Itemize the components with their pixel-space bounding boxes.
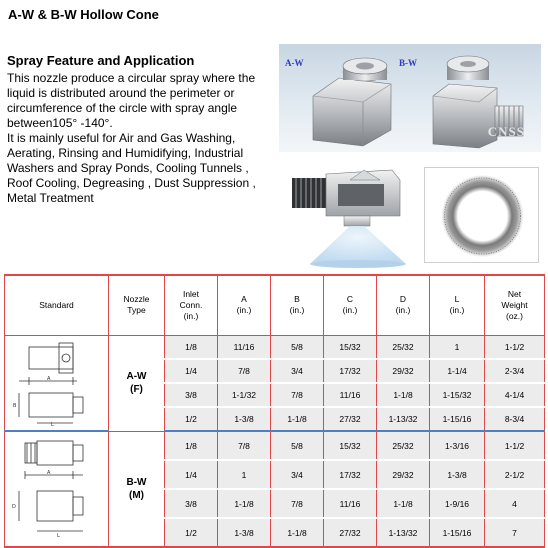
cell-weight: 1-1/2	[485, 431, 545, 460]
section-title: Spray Feature and Application	[7, 53, 195, 68]
header-inlet-conn	[165, 275, 218, 335]
cell-b: 7/8	[271, 383, 324, 407]
cell-d: 29/32	[377, 359, 430, 383]
cell-inlet: 1/2	[165, 407, 218, 431]
header-l	[430, 275, 485, 335]
header-text: A (in.)	[236, 294, 252, 316]
cell-inlet: 1/4	[165, 359, 218, 383]
description-paragraph: It is mainly useful for Air and Gas Washing, Aerating, Rinsing and Humidifying, Industrial Washers and Spray Ponds, Cooling Tunnels , Roof Cooling, Degreasing , Dust Suppression , Metal Treatment	[7, 131, 256, 205]
cell-d: 1-1/8	[377, 383, 430, 407]
cell-l: 1-15/32	[430, 383, 485, 407]
table-row	[5, 335, 545, 359]
bw-drawing	[7, 433, 107, 543]
cell-b: 3/4	[271, 359, 324, 383]
nozzle-product-photo	[279, 44, 541, 152]
header-nozzle-type	[109, 275, 165, 335]
cell-c: 17/32	[324, 359, 377, 383]
table-row	[5, 431, 545, 460]
photo-label-aw: A-W	[285, 58, 304, 68]
cell-b: 7/8	[271, 489, 324, 518]
svg-text:L: L	[50, 421, 54, 427]
cell-a: 1	[218, 460, 271, 489]
specification-table	[4, 274, 545, 548]
aw-dimension-diagram	[5, 335, 109, 431]
header-text: B (in.)	[289, 294, 305, 316]
cell-l: 1-1/4	[430, 359, 485, 383]
cell-b: 5/8	[271, 335, 324, 359]
cell-c: 15/32	[324, 335, 377, 359]
header-text: Nozzle Type	[123, 294, 150, 316]
cell-a: 1-3/8	[218, 518, 271, 547]
svg-text:B: B	[12, 402, 16, 409]
type-aw	[109, 335, 165, 431]
cell-l: 1-15/16	[430, 518, 485, 547]
cell-b: 1-1/8	[271, 518, 324, 547]
description-paragraph: This nozzle produce a circular spray where the liquid is distributed around the perimeter or circumference of the circle with spray angle between105° -140°.	[7, 71, 256, 130]
cell-weight: 1-1/2	[485, 335, 545, 359]
cell-inlet: 3/8	[165, 489, 218, 518]
spray-pattern-image	[424, 167, 539, 263]
cell-weight: 4	[485, 489, 545, 518]
cell-weight: 4-1/4	[485, 383, 545, 407]
cell-weight: 2-3/4	[485, 359, 545, 383]
hollow-cone-ring	[425, 168, 539, 263]
table-header-row	[5, 275, 545, 335]
cell-b: 5/8	[271, 431, 324, 460]
cell-inlet: 1/2	[165, 518, 218, 547]
cell-inlet: 1/4	[165, 460, 218, 489]
header-standard	[5, 275, 109, 335]
cell-a: 7/8	[218, 359, 271, 383]
header-text: Net Weight (oz.)	[501, 288, 528, 321]
cell-l: 1-3/16	[430, 431, 485, 460]
cell-d: 25/32	[377, 431, 430, 460]
cell-c: 11/16	[324, 383, 377, 407]
svg-text:L: L	[56, 533, 60, 539]
svg-text:A: A	[46, 375, 50, 382]
cell-a: 1-1/32	[218, 383, 271, 407]
page-title: A-W & B-W Hollow Cone	[8, 7, 159, 22]
header-text: L (in.)	[449, 294, 465, 316]
bw-dimension-diagram	[5, 431, 109, 547]
svg-text:D: D	[11, 504, 16, 510]
cell-weight: 8-3/4	[485, 407, 545, 431]
cell-inlet: 1/8	[165, 335, 218, 359]
photo-label-bw: B-W	[399, 58, 417, 68]
nozzle-cutaway-illustration	[288, 160, 413, 268]
aw-drawing	[7, 337, 107, 427]
header-text: D (in.)	[395, 294, 411, 316]
cell-inlet: 3/8	[165, 383, 218, 407]
header-net-weight	[485, 275, 545, 335]
cell-d: 1-13/32	[377, 518, 430, 547]
description	[7, 71, 275, 206]
cutaway-drawing	[288, 160, 413, 268]
cell-l: 1-15/16	[430, 407, 485, 431]
cell-c: 27/32	[324, 518, 377, 547]
cell-l: 1	[430, 335, 485, 359]
cell-a: 1-1/8	[218, 489, 271, 518]
cell-c: 27/32	[324, 407, 377, 431]
cell-d: 29/32	[377, 460, 430, 489]
cell-c: 11/16	[324, 489, 377, 518]
type-label: A-W (F)	[126, 371, 147, 395]
header-d	[377, 275, 430, 335]
cell-weight: 7	[485, 518, 545, 547]
header-text: Standard	[39, 299, 74, 310]
cell-l: 1-3/8	[430, 460, 485, 489]
type-bw	[109, 431, 165, 547]
header-b	[271, 275, 324, 335]
watermark: CNSS	[487, 124, 525, 139]
cell-a: 1-3/8	[218, 407, 271, 431]
cell-c: 15/32	[324, 431, 377, 460]
svg-text:A: A	[46, 470, 50, 476]
header-c	[324, 275, 377, 335]
cell-c: 17/32	[324, 460, 377, 489]
cell-b: 1-1/8	[271, 407, 324, 431]
header-a	[218, 275, 271, 335]
header-text: C (in.)	[342, 294, 358, 316]
cell-weight: 2-1/2	[485, 460, 545, 489]
cell-d: 1-13/32	[377, 407, 430, 431]
cell-b: 3/4	[271, 460, 324, 489]
cell-d: 1-1/8	[377, 489, 430, 518]
cell-d: 25/32	[377, 335, 430, 359]
cell-a: 11/16	[218, 335, 271, 359]
cell-a: 7/8	[218, 431, 271, 460]
type-label: B-W (M)	[126, 476, 147, 501]
cell-inlet: 1/8	[165, 431, 218, 460]
header-text: Inlet Conn. (in.)	[179, 288, 203, 321]
cell-l: 1-9/16	[430, 489, 485, 518]
